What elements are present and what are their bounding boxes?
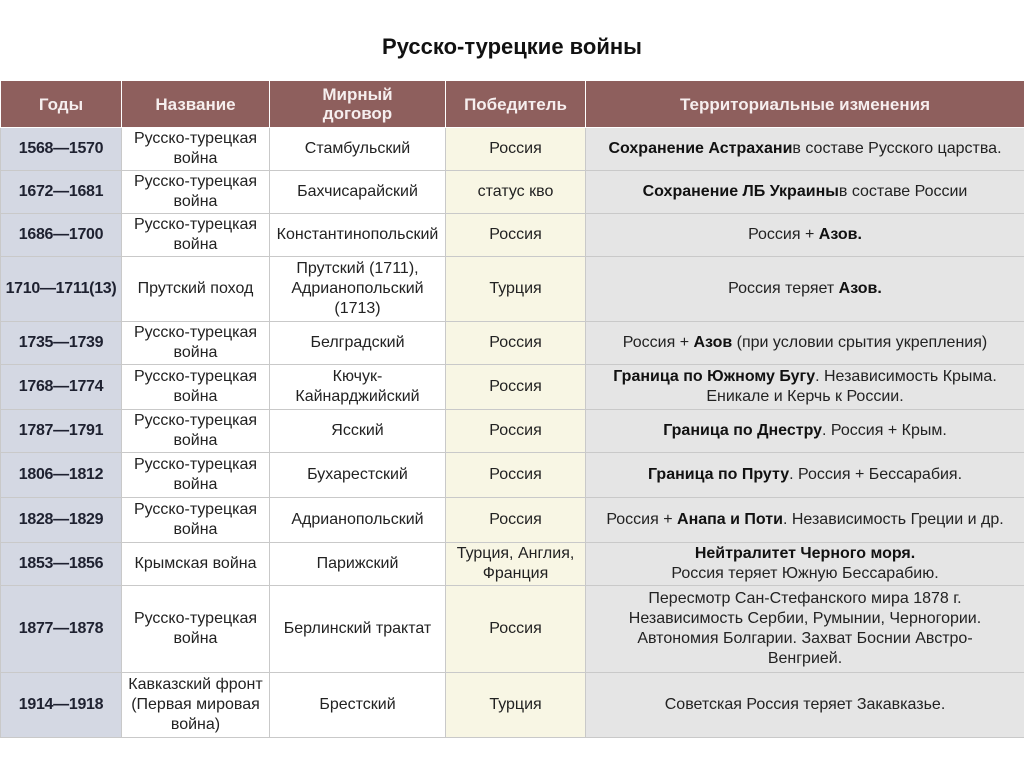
cell-treaty: Бухарестский xyxy=(270,453,446,498)
change-text: Россия + xyxy=(622,334,694,351)
cell-changes xyxy=(586,673,1024,738)
table-row xyxy=(1,453,1024,498)
change-bold-text: Нейтралитет Черного моря. xyxy=(694,545,916,562)
cell-treaty: Ясский xyxy=(270,410,446,453)
cell-years: 1672—1681 xyxy=(1,171,122,214)
cell-years: 1828—1829 xyxy=(1,498,122,543)
cell-winner: Турция xyxy=(446,257,586,322)
table-row xyxy=(1,673,1024,738)
table-row xyxy=(1,543,1024,586)
change-text: (при условии срытия укрепления) xyxy=(732,334,988,351)
cell-years: 1877—1878 xyxy=(1,586,122,673)
cell-name: Русско-турецкая война xyxy=(122,498,270,543)
cell-winner: Россия xyxy=(446,410,586,453)
header-treaty-line1: Мирный xyxy=(322,85,393,104)
header-winner: Победитель xyxy=(446,81,586,128)
cell-name: Русско-турецкая война xyxy=(122,365,270,410)
cell-name: Русско-турецкая война xyxy=(122,322,270,365)
change-bold-text: Граница по Южному Бугу xyxy=(613,368,816,385)
cell-years: 1787—1791 xyxy=(1,410,122,453)
table-row xyxy=(1,214,1024,257)
cell-name: Прутский поход xyxy=(122,257,270,322)
cell-changes xyxy=(586,128,1024,171)
cell-winner: Турция xyxy=(446,673,586,738)
change-text: Россия теряет Южную Бессарабию. xyxy=(671,565,939,582)
cell-years: 1768—1774 xyxy=(1,365,122,410)
cell-name: Русско-турецкая война xyxy=(122,453,270,498)
cell-name: Русско-турецкая война xyxy=(122,171,270,214)
cell-years: 1914—1918 xyxy=(1,673,122,738)
table-body xyxy=(1,128,1024,738)
change-text: Автономия Болгарии. Захват Боснии Австро- xyxy=(637,630,973,647)
cell-changes xyxy=(586,498,1024,543)
cell-changes xyxy=(586,453,1024,498)
table-header-row xyxy=(1,81,1024,128)
cell-winner: Россия xyxy=(446,365,586,410)
cell-changes xyxy=(586,586,1024,673)
change-text: . Независимость Греции и др. xyxy=(782,511,1004,528)
change-bold-text: Азов. xyxy=(838,280,882,297)
header-name: Название xyxy=(122,81,270,128)
cell-years: 1853—1856 xyxy=(1,543,122,586)
cell-years: 1806—1812 xyxy=(1,453,122,498)
table-row xyxy=(1,498,1024,543)
cell-treaty: Кючук-Кайнарджийский xyxy=(270,365,446,410)
cell-name: Русско-турецкая война xyxy=(122,128,270,171)
cell-name: Русско-турецкая война xyxy=(122,586,270,673)
cell-name: Русско-турецкая война xyxy=(122,410,270,453)
table-row xyxy=(1,365,1024,410)
change-text: Еникале и Керчь к России. xyxy=(706,388,904,405)
cell-winner: Турция, Англия, Франция xyxy=(446,543,586,586)
cell-treaty: Парижский xyxy=(270,543,446,586)
cell-treaty: Адрианопольский xyxy=(270,498,446,543)
cell-winner: Россия xyxy=(446,586,586,673)
change-text: Пересмотр Сан-Стефанского мира 1878 г. xyxy=(648,590,962,607)
cell-treaty: Константинопольский xyxy=(270,214,446,257)
header-changes: Территориальные изменения xyxy=(586,81,1024,128)
cell-changes xyxy=(586,543,1024,586)
change-bold-text: Граница по Днестру xyxy=(663,422,823,439)
change-text: Россия + xyxy=(748,226,819,243)
table-row xyxy=(1,322,1024,365)
change-text: в составе Русского царства. xyxy=(792,140,1002,157)
cell-treaty: Прутский (1711), Адрианопольский (1713) xyxy=(270,257,446,322)
cell-winner: Россия xyxy=(446,453,586,498)
change-bold-text: Азов. xyxy=(818,226,862,243)
table-row xyxy=(1,128,1024,171)
change-text: Венгрией. xyxy=(767,650,843,667)
cell-treaty: Берлинский трактат xyxy=(270,586,446,673)
cell-treaty: Стамбульский xyxy=(270,128,446,171)
change-text: Россия + xyxy=(606,511,678,528)
table-row xyxy=(1,171,1024,214)
cell-treaty: Брестский xyxy=(270,673,446,738)
wars-table xyxy=(0,80,1024,738)
cell-winner: статус кво xyxy=(446,171,586,214)
change-text: . Независимость Крыма. xyxy=(815,368,997,385)
header-years: Годы xyxy=(1,81,122,128)
cell-winner: Россия xyxy=(446,128,586,171)
table-row xyxy=(1,586,1024,673)
cell-changes xyxy=(586,214,1024,257)
change-bold-text: Азов xyxy=(693,334,733,351)
cell-winner: Россия xyxy=(446,322,586,365)
table-row xyxy=(1,257,1024,322)
change-bold-text: Граница по Пруту xyxy=(647,466,790,483)
cell-changes xyxy=(586,410,1024,453)
cell-name: Русско-турецкая война xyxy=(122,214,270,257)
table-row xyxy=(1,410,1024,453)
cell-changes xyxy=(586,171,1024,214)
page-title: Русско-турецкие войны xyxy=(382,34,642,59)
change-text: . Россия + Крым. xyxy=(822,422,947,439)
change-text: . Россия + Бессарабия. xyxy=(789,466,963,483)
cell-name: Крымская война xyxy=(122,543,270,586)
header-treaty xyxy=(270,81,446,128)
cell-years: 1735—1739 xyxy=(1,322,122,365)
change-text: Независимость Сербии, Румынии, Черногории. xyxy=(628,610,982,627)
cell-years: 1568—1570 xyxy=(1,128,122,171)
header-treaty-line2: договор xyxy=(322,104,393,123)
change-bold-text: Анапа и Поти xyxy=(677,511,783,528)
cell-changes xyxy=(586,365,1024,410)
cell-treaty: Бахчисарайский xyxy=(270,171,446,214)
change-text: Советская Россия теряет Закавказье. xyxy=(664,696,946,713)
change-bold-text: Сохранение ЛБ Украины xyxy=(642,183,839,200)
cell-years: 1686—1700 xyxy=(1,214,122,257)
cell-name: Кавказский фронт (Первая мировая война) xyxy=(122,673,270,738)
change-text: в составе России xyxy=(838,183,968,200)
change-text: Россия теряет xyxy=(728,280,839,297)
cell-treaty: Белградский xyxy=(270,322,446,365)
cell-winner: Россия xyxy=(446,214,586,257)
cell-years: 1710—1711(13) xyxy=(1,257,122,322)
change-bold-text: Сохранение Астрахани xyxy=(608,140,793,157)
cell-winner: Россия xyxy=(446,498,586,543)
cell-changes xyxy=(586,322,1024,365)
cell-changes xyxy=(586,257,1024,322)
